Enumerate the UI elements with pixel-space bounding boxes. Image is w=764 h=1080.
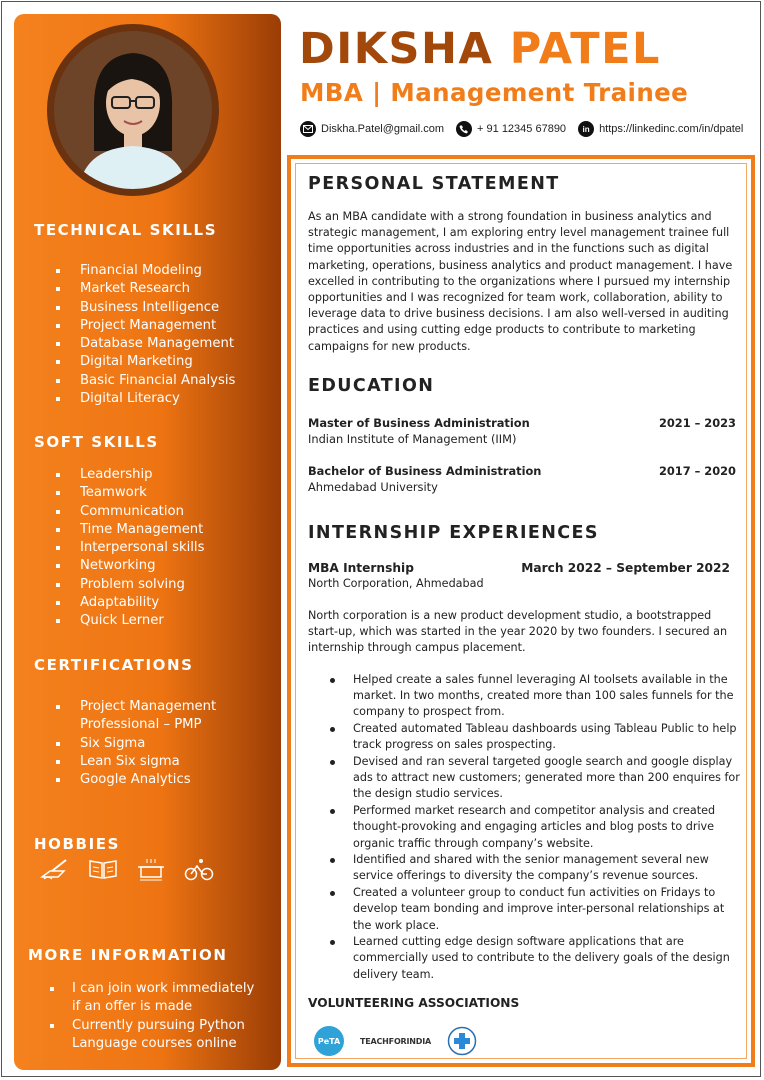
linkedin-contact <box>578 121 743 137</box>
list-item: Learned cutting edge design software applications that are commercially used to contribute to the delivery goals of the design delivery team. <box>330 934 740 983</box>
list-item: Google Analytics <box>56 771 236 789</box>
contact-bar <box>300 121 755 137</box>
list-item: Project Management Professional – PMP <box>56 698 236 735</box>
technical-skills-heading: TECHNICAL SKILLS <box>34 221 218 239</box>
internship-bullets <box>330 672 740 983</box>
years: 2017 – 2020 <box>658 464 736 478</box>
internship-heading: INTERNSHIP EXPERIENCES <box>308 523 599 543</box>
internship-dates: March 2022 – September 2022 <box>521 561 730 575</box>
soft-skills-heading: SOFT SKILLS <box>34 433 159 451</box>
list-item: Devised and ran several targeted google search and google display ads to attract new customers; generated more than 200 enquires for the design studio services. <box>330 754 740 803</box>
phone-icon <box>456 121 472 137</box>
email-text[interactable]: Diskha.Patel@gmail.com <box>321 123 445 135</box>
years: 2021 – 2023 <box>658 416 736 430</box>
list-item: Database Management <box>56 335 235 353</box>
list-item: Digital Marketing <box>56 353 235 371</box>
last-name: PATEL <box>509 24 661 74</box>
list-item: Teamwork <box>56 484 204 502</box>
list-item: Problem solving <box>56 576 204 594</box>
phone-text[interactable]: + 91 12345 67890 <box>477 123 567 135</box>
list-item: Communication <box>56 503 204 521</box>
school: Indian Institute of Management (IIM) <box>308 432 517 446</box>
candidate-name <box>299 24 661 74</box>
soft-skills-list <box>56 466 204 631</box>
list-item: Leadership <box>56 466 204 484</box>
degree: Master of Business Administration <box>308 416 530 430</box>
list-item: Business Intelligence <box>56 299 235 317</box>
hobbies-heading: HOBBIES <box>34 835 121 853</box>
more-information-heading: MORE INFORMATION <box>28 946 228 964</box>
education-entry <box>308 464 736 494</box>
internship-entry <box>308 561 730 590</box>
list-item: I can join work immediately if an offer is made <box>50 980 260 1017</box>
cooking-icon <box>136 857 166 881</box>
list-item: Time Management <box>56 521 204 539</box>
list-item: Identified and shared with the senior management several new service offerings to diversity the company’s revenue sources. <box>330 852 740 884</box>
technical-skills-list <box>56 262 235 408</box>
certifications-heading: CERTIFICATIONS <box>34 656 194 674</box>
personal-statement-heading: PERSONAL STATEMENT <box>308 174 560 194</box>
list-item: Basic Financial Analysis <box>56 372 235 390</box>
education-entry <box>308 416 736 446</box>
hobbies-icons <box>40 857 214 881</box>
list-item: Six Sigma <box>56 735 236 753</box>
list-item: Adaptability <box>56 594 204 612</box>
first-name: DIKSHA <box>299 24 494 74</box>
education-heading: EDUCATION <box>308 376 435 396</box>
phone-contact <box>456 121 566 137</box>
list-item: Project Management <box>56 317 235 335</box>
list-item: Lean Six sigma <box>56 753 236 771</box>
email-contact <box>300 121 444 137</box>
red-cross-logo <box>447 1026 477 1056</box>
profile-photo <box>47 24 219 196</box>
linkedin-text[interactable]: https://linkedinc.com/in/dpatel <box>599 123 744 135</box>
internship-description: North corporation is a new product development studio, a bootstrapped start-up, which was started in the year 2020 by two founders. I secured an internship through campus placement. <box>308 609 728 655</box>
internship-company: North Corporation, Ahmedabad <box>308 577 484 590</box>
list-item: Financial Modeling <box>56 262 235 280</box>
email-icon <box>300 121 316 137</box>
volunteering-heading: VOLUNTEERING ASSOCIATIONS <box>308 996 520 1010</box>
linkedin-icon: in <box>578 121 594 137</box>
list-item: Networking <box>56 557 204 575</box>
writing-icon <box>40 857 70 881</box>
list-item: Created automated Tableau dashboards using Tableau Public to help track progress on sales prospecting. <box>330 721 740 753</box>
reading-icon <box>88 857 118 881</box>
internship-role: MBA Internship <box>308 561 414 575</box>
personal-statement-text: As an MBA candidate with a strong foundation in business analytics and strategic management, I am exploring entry level management trainee full time opportunities across industries and in the functions such as digital marketing, operations, business analytics and product management. I have excelled in contributing to the organizations where I pursued my internship opportunities and I was recognized for team work, collaboration, ability to leverage data to drive business decisions. I am also well-versed in auditing practices and using cutting edge products to contribute to marketing campaigns for new products. <box>308 210 733 353</box>
sidebar <box>14 14 281 1070</box>
list-item: Helped create a sales funnel leveraging AI toolsets available in the market. In two months, created more than 100 sales funnels for the company to prospect from. <box>330 672 740 721</box>
list-item: Performed market research and competitor analysis and created thought-provoking and engaging articles and blog posts to drive organic traffic through company’s website. <box>330 803 740 852</box>
list-item: Market Research <box>56 280 235 298</box>
candidate-role: MBA | Management Trainee <box>300 78 689 107</box>
more-information-list <box>50 980 260 1053</box>
cycling-icon <box>184 857 214 881</box>
list-item: Currently pursuing Python Language courses online <box>50 1017 260 1054</box>
list-item: Created a volunteer group to conduct fun activities on Fridays to develop team bonding and improve inter-personal relationships at the work place. <box>330 885 740 934</box>
teach-for-india-logo: TEACHFORINDIA <box>360 1036 431 1046</box>
certifications-list <box>56 698 236 789</box>
school: Ahmedabad University <box>308 480 438 494</box>
degree: Bachelor of Business Administration <box>308 464 542 478</box>
list-item: Quick Lerner <box>56 612 204 630</box>
list-item: Digital Literacy <box>56 390 235 408</box>
list-item: Interpersonal skills <box>56 539 204 557</box>
volunteering-logos <box>314 1026 477 1056</box>
peta-logo: PeTA <box>314 1026 344 1056</box>
